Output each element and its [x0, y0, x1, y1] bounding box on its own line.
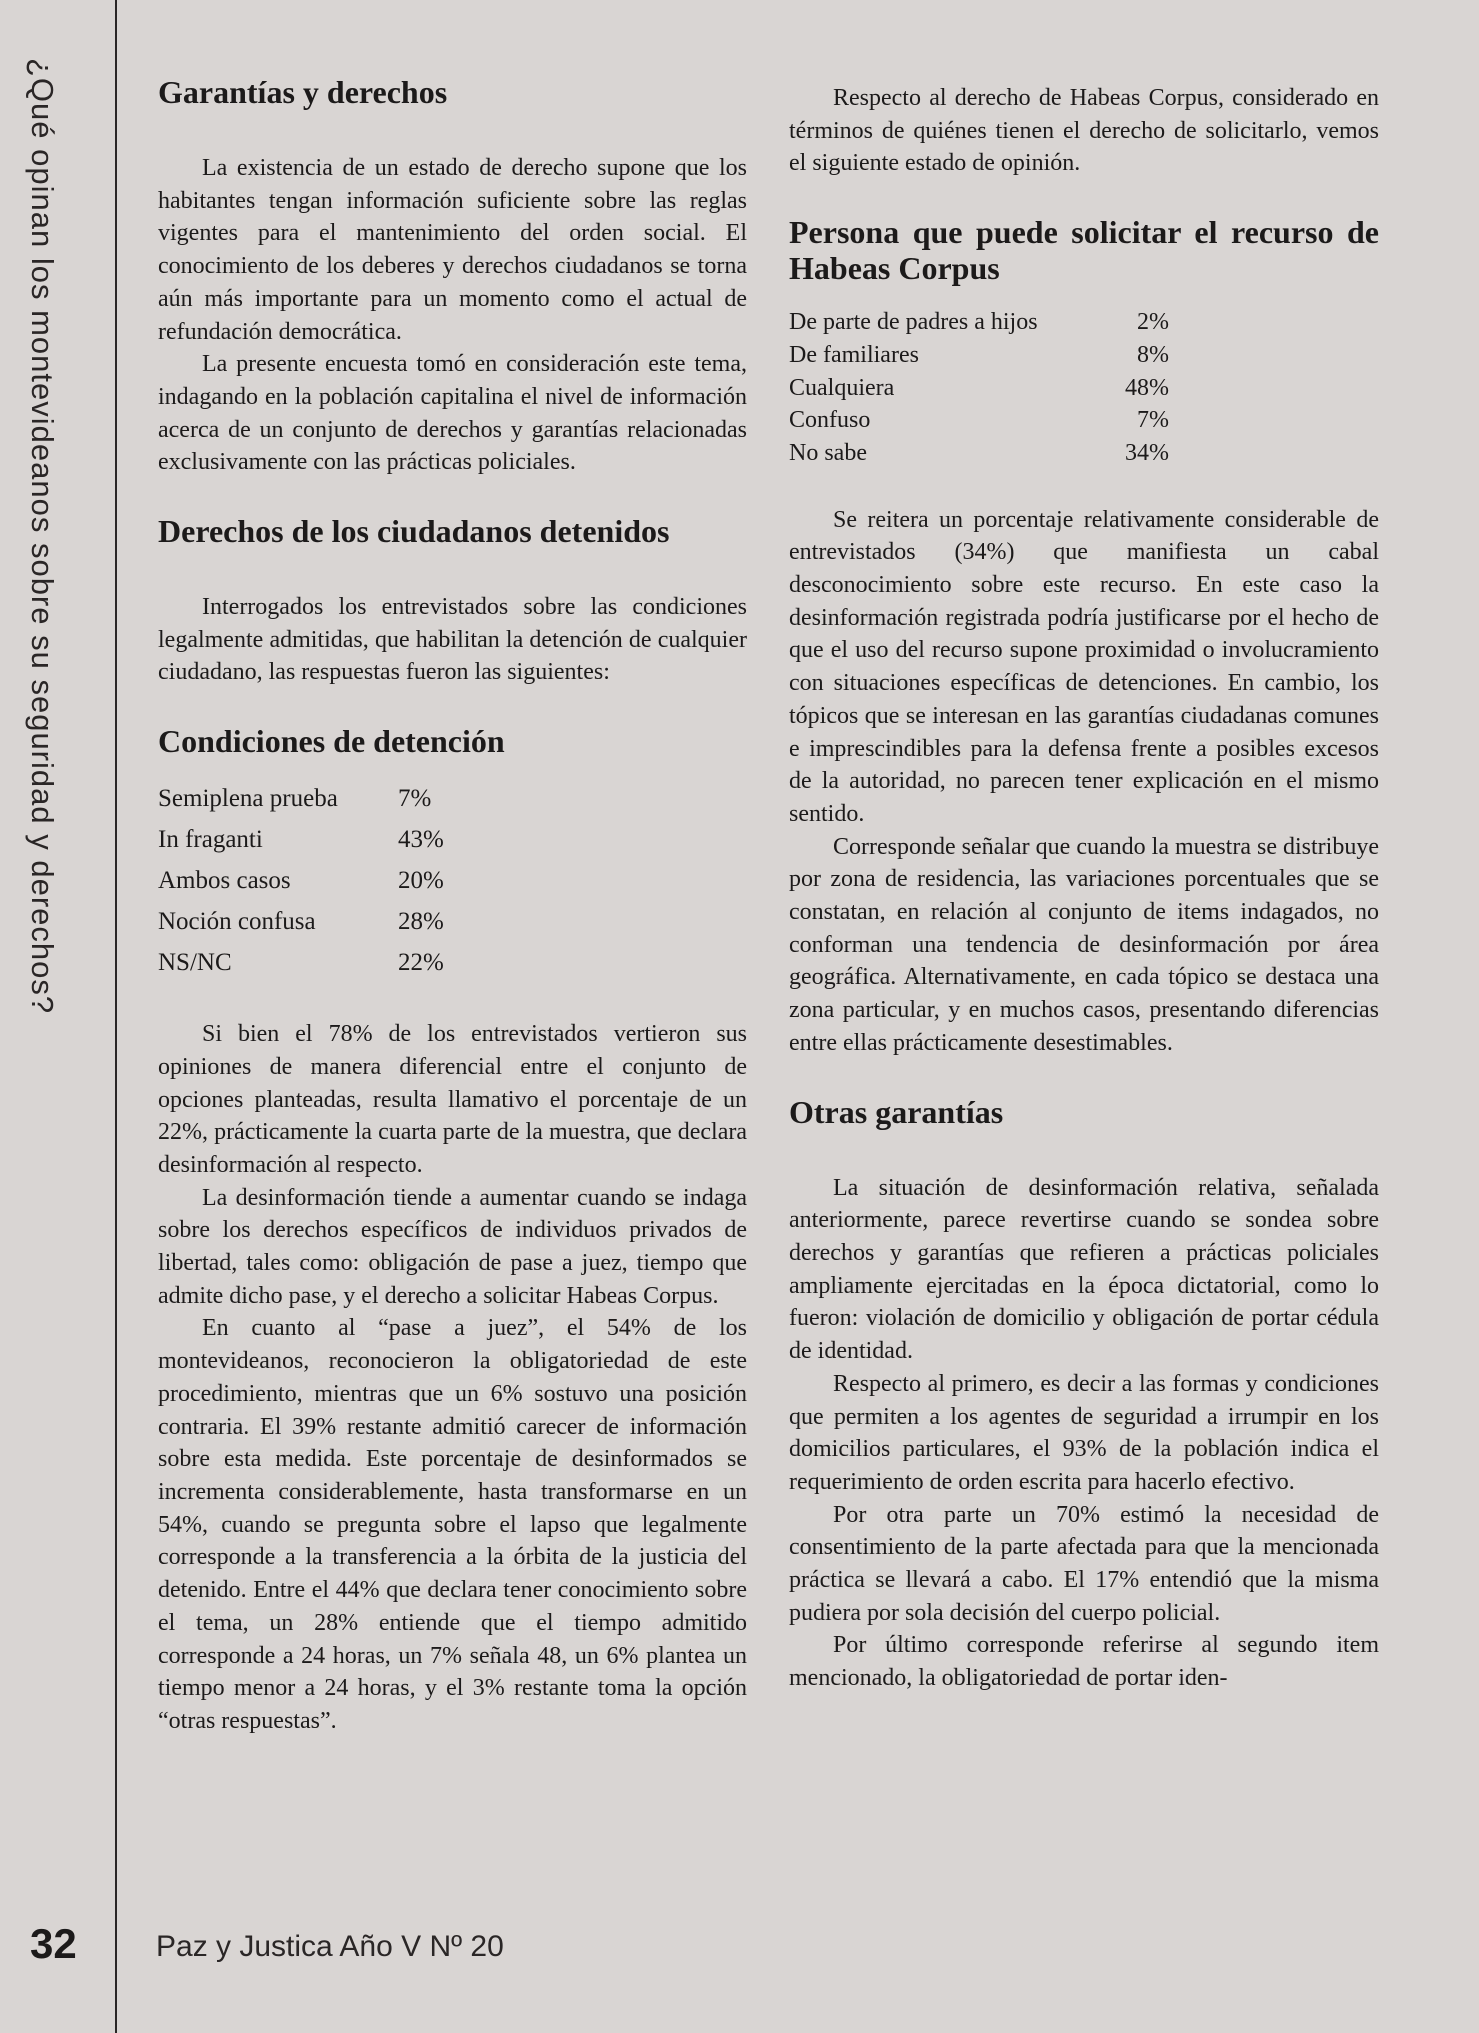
- running-title: ¿Qué opinan los montevideanos sobre su seguridad y derechos?: [25, 58, 60, 1015]
- paragraph: Por otra parte un 70% estimó la necesidad de consentimiento de la parte afectada para que la mencionada práctica se llevará a cabo. El 17% entendió que la misma pudiera por sola decisión del cuerpo policial.: [789, 1501, 1379, 1626]
- table-row: [789, 339, 1169, 372]
- paragraph: Se reitera un porcentaje relativamente considerable de entrevistados (34%) que manifiesta un cabal desconocimiento sobre este recurso. En este caso la desinformación registrada podría justificarse por el hecho de que el uso del recurso supone proximidad o involucramiento con situaciones específicas de detenciones. En cambio, los tópicos que se interesan en las garantías ciudadanas comunes e imprescindibles para la defensa frente a posibles excesos de la autoridad, no parecen tener explicación en el mismo sentido.: [789, 506, 1379, 827]
- paragraph: Corresponde señalar que cuando la muestra se distribuye por zona de residencia, las variaciones porcentuales que se constatan, en relación al conjunto de items indagados, no conforman una tendencia de desinformación por área geográfica. Alternativamente, en cada tópico se destaca una zona particular, y en muchos casos, presentando diferencias entre ellas prácticamente desestimables.: [789, 833, 1379, 1056]
- table-label: De parte de padres a hijos: [789, 309, 1038, 336]
- paragraph: La existencia de un estado de derecho supone que los habitantes tengan información suficiente sobre las reglas vigentes para el mantenimiento del orden social. El conocimiento de los deberes y derechos ciudadanos se torna aún más importante para un momento como el actual de refundación democrática.: [158, 155, 747, 345]
- detention-conditions-table: [158, 779, 468, 984]
- table-label: Noción confusa: [158, 908, 316, 936]
- page-number: 32: [30, 1920, 77, 1967]
- table-value: 43%: [398, 826, 444, 854]
- table-row: [789, 306, 1169, 339]
- table-row: [158, 861, 468, 902]
- table-label: In fraganti: [158, 826, 263, 854]
- paragraph: La desinformación tiende a aumentar cuando se indaga sobre los derechos específicos de individuos privados de libertad, tales como: obligación de pase a juez, tiempo que admite dicho pase, y el derecho a solicitar Habeas Corpus.: [158, 1184, 747, 1309]
- table-label: Semiplena prueba: [158, 785, 338, 813]
- table-value: 2%: [1137, 309, 1169, 336]
- paragraph: La situación de desinformación relativa, señalada anteriormente, parece revertirse cuando se sondea sobre derechos y garantías que refieren a prácticas policiales ampliamente ejercitadas en la época dictatorial, como lo fueron: violación de domicilio y obligación de portar cédula de identidad.: [789, 1174, 1379, 1365]
- paragraph: Si bien el 78% de los entrevistados vertieron sus opiniones de manera diferencial entre el conjunto de opciones planteadas, resulta llamativo el porcentaje de un 22%, prácticamente la cuarta parte de la muestra, que declara desinformación al respecto.: [158, 1021, 747, 1178]
- table-value: 20%: [398, 867, 444, 895]
- right-column: [789, 82, 1379, 1695]
- table-value: 7%: [1137, 407, 1169, 434]
- section-heading: Garantías y derechos: [158, 74, 448, 110]
- table-value: 22%: [398, 949, 444, 977]
- paragraph: En cuanto al “pase a juez”, el 54% de los montevideanos, reconocieron la obligatoriedad de este procedimiento, mientras que un 6% sostuvo una posición contraria. El 39% restante admitió carecer de información sobre esta medida. Este porcentaje de desinformados se incrementa considerablemente, hasta transformarse en un 54%, cuando se pregunta sobre el lapso que legalmente corresponde a la transferencia a la órbita de la justicia del detenido. Entre el 44% que declara tener conocimiento sobre el tema, un 28% entiende que el tiempo admitido corresponde a 24 horas, un 7% señala 48, un 6% plantea un tiempo menor a 24 horas, y el 3% restante toma la opción “otras respuestas”.: [158, 1315, 747, 1734]
- margin-rule: [115, 0, 117, 2033]
- table-row: [789, 404, 1169, 437]
- paragraph: Por último corresponde referirse al segundo item mencionado, la obligatoriedad de portar iden-: [789, 1632, 1379, 1692]
- table-label: Cualquiera: [789, 374, 895, 401]
- table-label: De familiares: [789, 341, 919, 368]
- table-value: 7%: [398, 785, 432, 813]
- table-row: [789, 372, 1169, 405]
- footer-publication: Paz y Justica Año V Nº 20: [156, 1930, 504, 1963]
- table-row: [158, 902, 468, 943]
- table-label: Confuso: [789, 407, 871, 434]
- paragraph: La presente encuesta tomó en consideración este tema, indagando en la población capitalina el nivel de información acerca de un conjunto de derechos y garantías relacionadas exclusivamente con las prácticas policiales.: [158, 351, 747, 476]
- paragraph: Interrogados los entrevistados sobre las condiciones legalmente admitidas, que habilitan la detención de cualquier ciudadano, las respuestas fueron las siguientes:: [158, 594, 747, 686]
- table-label: NS/NC: [158, 949, 232, 977]
- table-value: 34%: [1125, 439, 1169, 466]
- table-value: 28%: [398, 908, 444, 936]
- table-label: No sabe: [789, 439, 867, 466]
- table-value: 48%: [1125, 374, 1169, 401]
- section-heading: Condiciones de detención: [158, 723, 505, 760]
- section-heading: Derechos de los ciudadanos detenidos: [158, 513, 670, 550]
- paragraph: Respecto al derecho de Habeas Corpus, considerado en términos de quiénes tienen el derecho de solicitarlo, vemos el siguiente estado de opinión.: [789, 85, 1379, 177]
- table-row: [158, 779, 468, 820]
- section-heading: Otras garantías: [789, 1093, 1004, 1130]
- paragraph: Respecto al primero, es decir a las formas y condiciones que permiten a los agentes de seguridad a irrumpir en los domicilios particulares, el 93% de la población indica el requerimiento de orden escrita para hacerlo efectivo.: [789, 1370, 1379, 1495]
- table-row: [158, 943, 468, 984]
- table-row: [789, 437, 1169, 470]
- table-label: Ambos casos: [158, 867, 291, 895]
- table-value: 8%: [1137, 341, 1169, 368]
- section-heading: Persona que puede solicitar el recurso de Habeas Corpus: [789, 214, 1379, 287]
- table-row: [158, 820, 468, 861]
- habeas-corpus-table: [789, 306, 1169, 470]
- left-column: [158, 74, 747, 1738]
